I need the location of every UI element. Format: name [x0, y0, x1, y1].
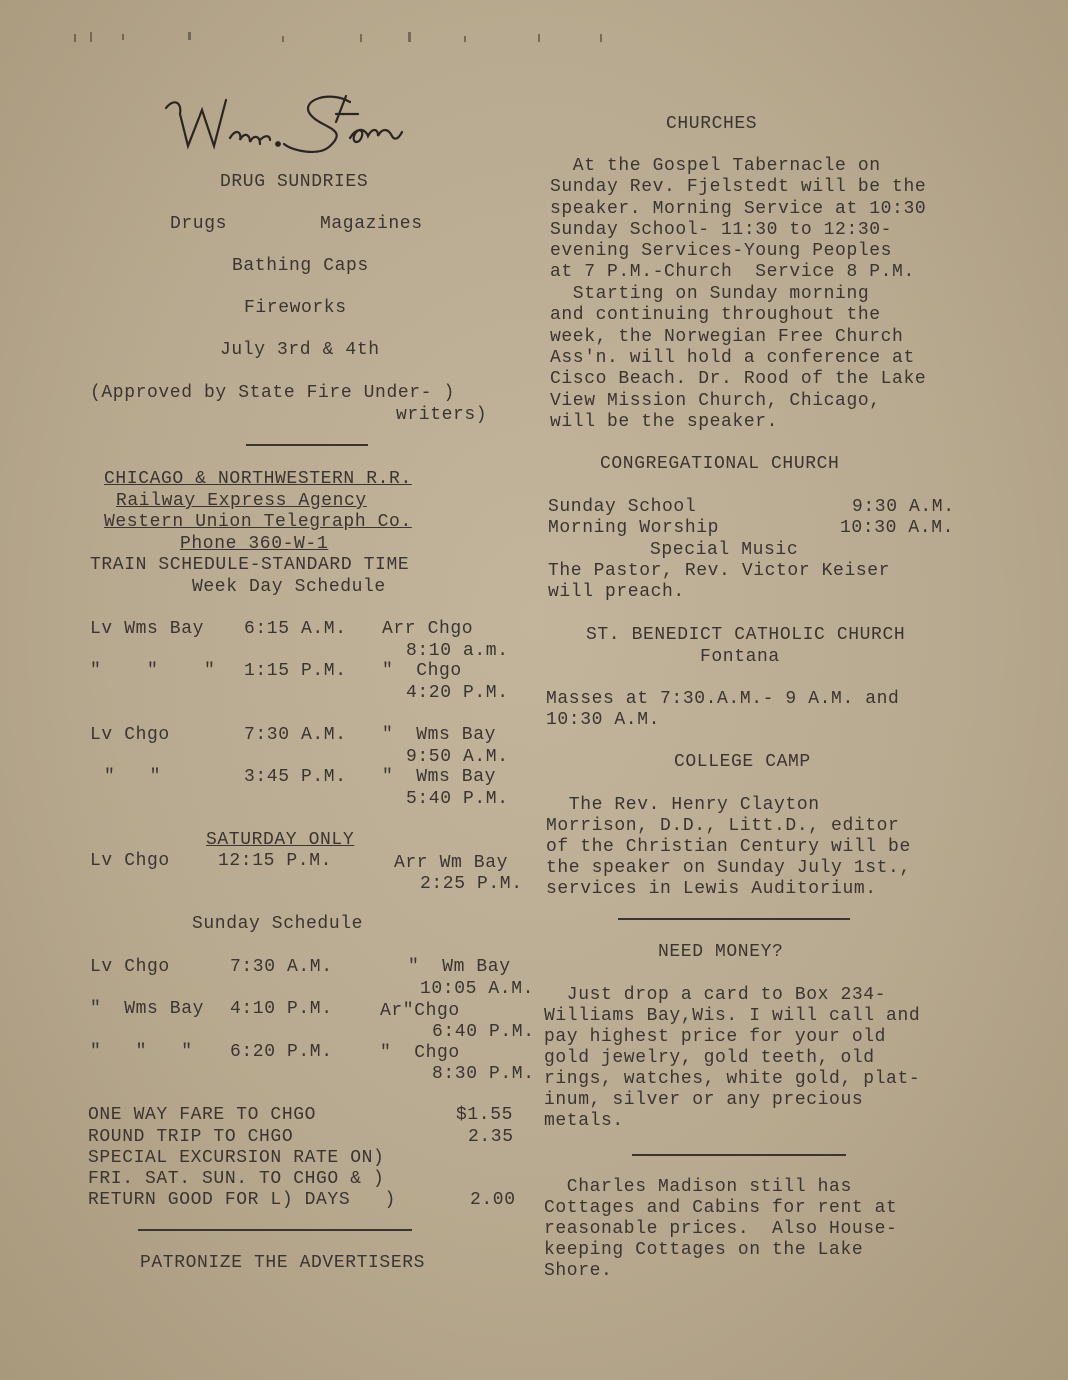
schedule-time: 7:30 A.M.	[230, 957, 333, 977]
schedule-arrive: " Wms Bay	[382, 767, 497, 787]
church-text-line: and continuing throughout the	[550, 305, 881, 325]
congregational-heading: CONGREGATIONAL CHURCH	[600, 454, 840, 474]
schedule-depart: Lv Wms Bay	[90, 619, 205, 639]
money-text-line: rings, watches, white gold, plat-	[544, 1069, 921, 1089]
st-benedict-place: Fontana	[700, 647, 780, 667]
schedule-arrive: Ar"Chgo	[380, 1001, 460, 1021]
schedule-time: 6:15 A.M.	[244, 619, 347, 639]
cong-sunday-school: Sunday School	[548, 497, 697, 517]
camp-text-line: Morrison, D.D., Litt.D., editor	[546, 816, 900, 836]
rr-phone: Phone 360-W-1	[180, 534, 329, 554]
saturday-title: SATURDAY ONLY	[206, 830, 355, 850]
schedule-time: 4:10 P.M.	[230, 999, 333, 1019]
schedule-arrive-time: 10:05 A.M.	[420, 979, 535, 999]
camp-text-line: of the Christian Century will be	[546, 837, 911, 857]
schedule-arrive-time: 6:40 P.M.	[432, 1022, 535, 1042]
schedule-arrive: " Wm Bay	[408, 957, 511, 977]
money-text-line: inum, silver or any precious	[544, 1090, 864, 1110]
money-text-line: Just drop a card to Box 234-	[544, 985, 887, 1005]
schedule-depart: Lv Chgo	[90, 725, 170, 745]
church-text-line: Starting on Sunday morning	[550, 284, 870, 304]
church-text-line: Sunday School- 11:30 to 12:30-	[550, 220, 893, 240]
divider	[246, 444, 368, 446]
schedule-arrive-time: 4:20 P.M.	[406, 683, 509, 703]
schedule-arrive-time: 9:50 A.M.	[406, 747, 509, 767]
divider	[618, 918, 850, 920]
divider	[632, 1154, 846, 1156]
church-text-line: at 7 P.M.-Church Service 8 P.M.	[550, 262, 915, 282]
cong-morning-worship-time: 10:30 A.M.	[840, 518, 955, 538]
st-benedict-masses-line2: 10:30 A.M.	[546, 710, 661, 730]
church-text-line: week, the Norwegian Free Church	[550, 327, 904, 347]
church-text-line: Sunday Rev. Fjelstedt will be the	[550, 177, 927, 197]
schedule-arrive: Arr Chgo	[382, 619, 474, 639]
ad-item-bathing-caps: Bathing Caps	[232, 256, 369, 276]
train-schedule-heading: TRAIN SCHEDULE-STANDARD TIME	[90, 555, 410, 575]
schedule-depart: Lv Chgo	[90, 957, 170, 977]
ad-heading: DRUG SUNDRIES	[220, 172, 369, 192]
fare-excursion-line3: RETURN GOOD FOR L) DAYS )	[88, 1190, 396, 1210]
divider	[138, 1229, 412, 1231]
schedule-depart: " "	[104, 767, 162, 787]
cong-special-music: Special Music	[650, 540, 799, 560]
cong-morning-worship: Morning Worship	[548, 518, 720, 538]
camp-text-line: The Rev. Henry Clayton	[546, 795, 820, 815]
ad-item-dates: July 3rd & 4th	[220, 340, 380, 360]
church-text-line: will be the speaker.	[550, 412, 779, 432]
cong-pastor-line2: will preach.	[548, 582, 685, 602]
cottages-text-line: keeping Cottages on the Lake	[544, 1240, 864, 1260]
money-text-line: Williams Bay,Wis. I will call and	[544, 1006, 921, 1026]
ad-approved-line1: (Approved by State Fire Under- )	[90, 383, 455, 403]
church-text-line: speaker. Morning Service at 10:30	[550, 199, 927, 219]
schedule-time: 7:30 A.M.	[244, 725, 347, 745]
schedule-arrive-time: 5:40 P.M.	[406, 789, 509, 809]
schedule-time: 1:15 P.M.	[244, 661, 347, 681]
schedule-time: 6:20 P.M.	[230, 1042, 333, 1062]
money-text-line: metals.	[544, 1111, 624, 1131]
schedule-depart: " Wms Bay	[90, 999, 205, 1019]
rr-line2: Railway Express Agency	[116, 491, 367, 511]
fare-one-way-label: ONE WAY FARE TO CHGO	[88, 1105, 317, 1125]
patronize-footer: PATRONIZE THE ADVERTISERS	[140, 1253, 426, 1273]
rr-line3: Western Union Telegraph Co.	[104, 512, 412, 532]
fare-excursion-value: 2.00	[470, 1190, 516, 1210]
church-text-line: Ass'n. will hold a conference at	[550, 348, 915, 368]
st-benedict-heading: ST. BENEDICT CATHOLIC CHURCH	[586, 625, 906, 645]
cottages-text-line: reasonable prices. Also House-	[544, 1219, 898, 1239]
schedule-arrive: Arr Wm Bay	[394, 853, 509, 873]
sunday-schedule-title: Sunday Schedule	[192, 914, 364, 934]
fare-round-trip-value: 2.35	[468, 1127, 514, 1147]
cottages-text-line: Cottages and Cabins for rent at	[544, 1198, 898, 1218]
church-text-line: Cisco Beach. Dr. Rood of the Lake	[550, 369, 927, 389]
schedule-arrive: " Chgo	[380, 1043, 460, 1063]
fare-one-way-value: $1.55	[456, 1105, 514, 1125]
cottages-text-line: Shore.	[544, 1261, 613, 1281]
need-money-heading: NEED MONEY?	[658, 942, 784, 962]
schedule-arrive-time: 2:25 P.M.	[420, 874, 523, 894]
cong-pastor-line1: The Pastor, Rev. Victor Keiser	[548, 561, 891, 581]
cong-sunday-school-time: 9:30 A.M.	[852, 497, 955, 517]
schedule-time: 12:15 P.M.	[218, 851, 333, 871]
paper-specks	[60, 28, 660, 48]
ad-item-magazines: Magazines	[320, 214, 423, 234]
church-text-line: View Mission Church, Chicago,	[550, 391, 881, 411]
schedule-time: 3:45 P.M.	[244, 767, 347, 787]
fare-excursion-line1: SPECIAL EXCURSION RATE ON)	[88, 1148, 385, 1168]
signature-wm-stein	[160, 88, 440, 168]
ad-item-fireworks: Fireworks	[244, 298, 347, 318]
schedule-arrive: " Wms Bay	[382, 725, 497, 745]
schedule-arrive: " Chgo	[382, 661, 462, 681]
schedule-depart: " " "	[90, 661, 216, 681]
college-camp-heading: COLLEGE CAMP	[674, 752, 811, 772]
money-text-line: gold jewelry, gold teeth, old	[544, 1048, 875, 1068]
schedule-arrive-time: 8:10 a.m.	[406, 641, 509, 661]
weekday-schedule-title: Week Day Schedule	[192, 577, 386, 597]
st-benedict-masses-line1: Masses at 7:30.A.M.- 9 A.M. and	[546, 689, 900, 709]
cottages-text-line: Charles Madison still has	[544, 1177, 852, 1197]
camp-text-line: services in Lewis Auditorium.	[546, 879, 877, 899]
ad-approved-line2: writers)	[396, 405, 488, 425]
church-text-line: At the Gospel Tabernacle on	[550, 156, 881, 176]
church-text-line: evening Services-Young Peoples	[550, 241, 893, 261]
camp-text-line: the speaker on Sunday July 1st.,	[546, 858, 911, 878]
rr-line1: CHICAGO & NORTHWESTERN R.R.	[104, 469, 412, 489]
fare-round-trip-label: ROUND TRIP TO CHGO	[88, 1127, 294, 1147]
ad-item-drugs: Drugs	[170, 214, 228, 234]
money-text-line: pay highest price for your old	[544, 1027, 887, 1047]
schedule-depart: " " "	[90, 1042, 193, 1062]
schedule-arrive-time: 8:30 P.M.	[432, 1064, 535, 1084]
schedule-depart: Lv Chgo	[90, 851, 170, 871]
fare-excursion-line2: FRI. SAT. SUN. TO CHGO & )	[88, 1169, 385, 1189]
churches-heading: CHURCHES	[666, 114, 758, 134]
